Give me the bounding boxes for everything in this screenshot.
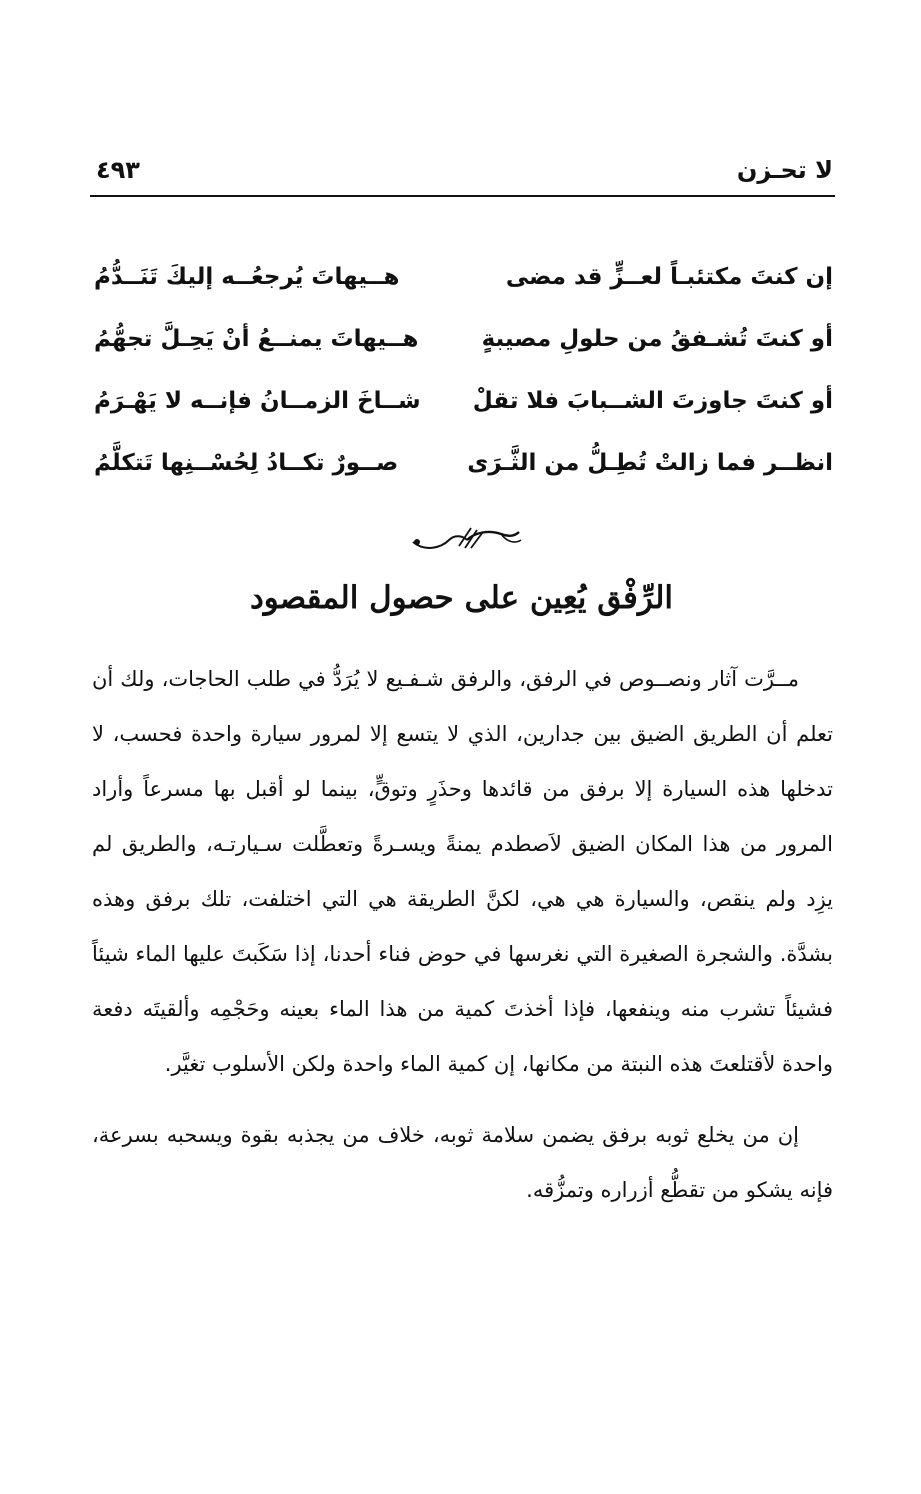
- poem-verse: [94, 432, 833, 494]
- ornament-flourish-icon: [405, 522, 525, 554]
- verse-second-hemistich: هــيهاتَ يمنــعُ أنْ يَحِـلَّ تجهُّمُ: [94, 326, 419, 352]
- poem: [94, 246, 833, 494]
- poem-verse: [94, 246, 833, 308]
- poem-verse: [94, 370, 833, 432]
- paragraph: إن من يخلع ثوبه برفق يضمن سلامة ثوبه، خلاف من يجذبه بقوة ويسحبه بسرعة، فإنه يشكو من تقطُّع أزراره وتمزُّقه.: [92, 1123, 833, 1202]
- verse-second-hemistich: شــاخَ الزمــانُ فإنــه لا يَهْـرَمُ: [94, 388, 421, 414]
- verse-second-hemistich: صــورٌ تكــادُ لِحُسْــنِها تَتكلَّمُ: [94, 450, 399, 476]
- verse-first-hemistich: إن كنتَ مكتئبـاً لعــزٍّ قد مضى: [505, 264, 833, 290]
- verse-first-hemistich: أو كنتَ جاوزتَ الشــبابَ فلا تقلْ: [472, 388, 833, 414]
- page-number: ٤٩٣: [96, 156, 140, 184]
- poem-verse: [94, 308, 833, 370]
- verse-first-hemistich: انظــر فما زالتْ تُطِـلُّ من الثَّـرَى: [467, 450, 833, 476]
- running-header: [96, 150, 833, 190]
- section-title: الرِّفْق يُعِين على حصول المقصود: [249, 580, 674, 616]
- verse-second-hemistich: هــيهاتَ يُرجعُــه إليكَ تَنَــدُّمُ: [94, 264, 400, 290]
- body-text: [92, 652, 833, 1218]
- verse-first-hemistich: أو كنتَ تُشـفقُ من حلولِ مصيبةٍ: [481, 326, 833, 352]
- header-rule: [90, 195, 835, 197]
- paragraph: مــرَّت آثار ونصــوص في الرفق، والرفق شـفـيع لا يُرَدُّ في طلب الحاجات، ولك أن تعلم أن الطريق الضيق بين جدارين، الذي لا يتسع إلا لمرور سيارة واحدة فحسب، لا تدخلها هذه السيارة إلا برفق من قائدها وحذَرٍ وتوقٍّ، بينما لو أقبل بها مسرعاً وأراد المرور من هذا المكان الضيق لاَصطدم يمنةً ويسـرةً وتعطَّلت سـيارتـه، والطريق لم يزِد ولم ينقص، والسيارة هي هي، لكنَّ الطريقة هي التي اختلفت، تلك برفق وهذه بشدَّة. والشجرة الصغيرة التي نغرسها في حوض فناء أحدنا، إذا سَكَبتَ عليها الماء شيئاً فشيئاً تشرب منه وينفعها، فإذا أخذتَ كمية من هذا الماء بعينه وحَجْمِه وألقيتَه دفعة واحدة لأقتلعتَ هذه النبتة من مكانها، إن كمية الماء واحدة ولكن الأسلوب تغيَّر.: [92, 667, 833, 1076]
- book-title: لا تحـزن: [736, 156, 833, 184]
